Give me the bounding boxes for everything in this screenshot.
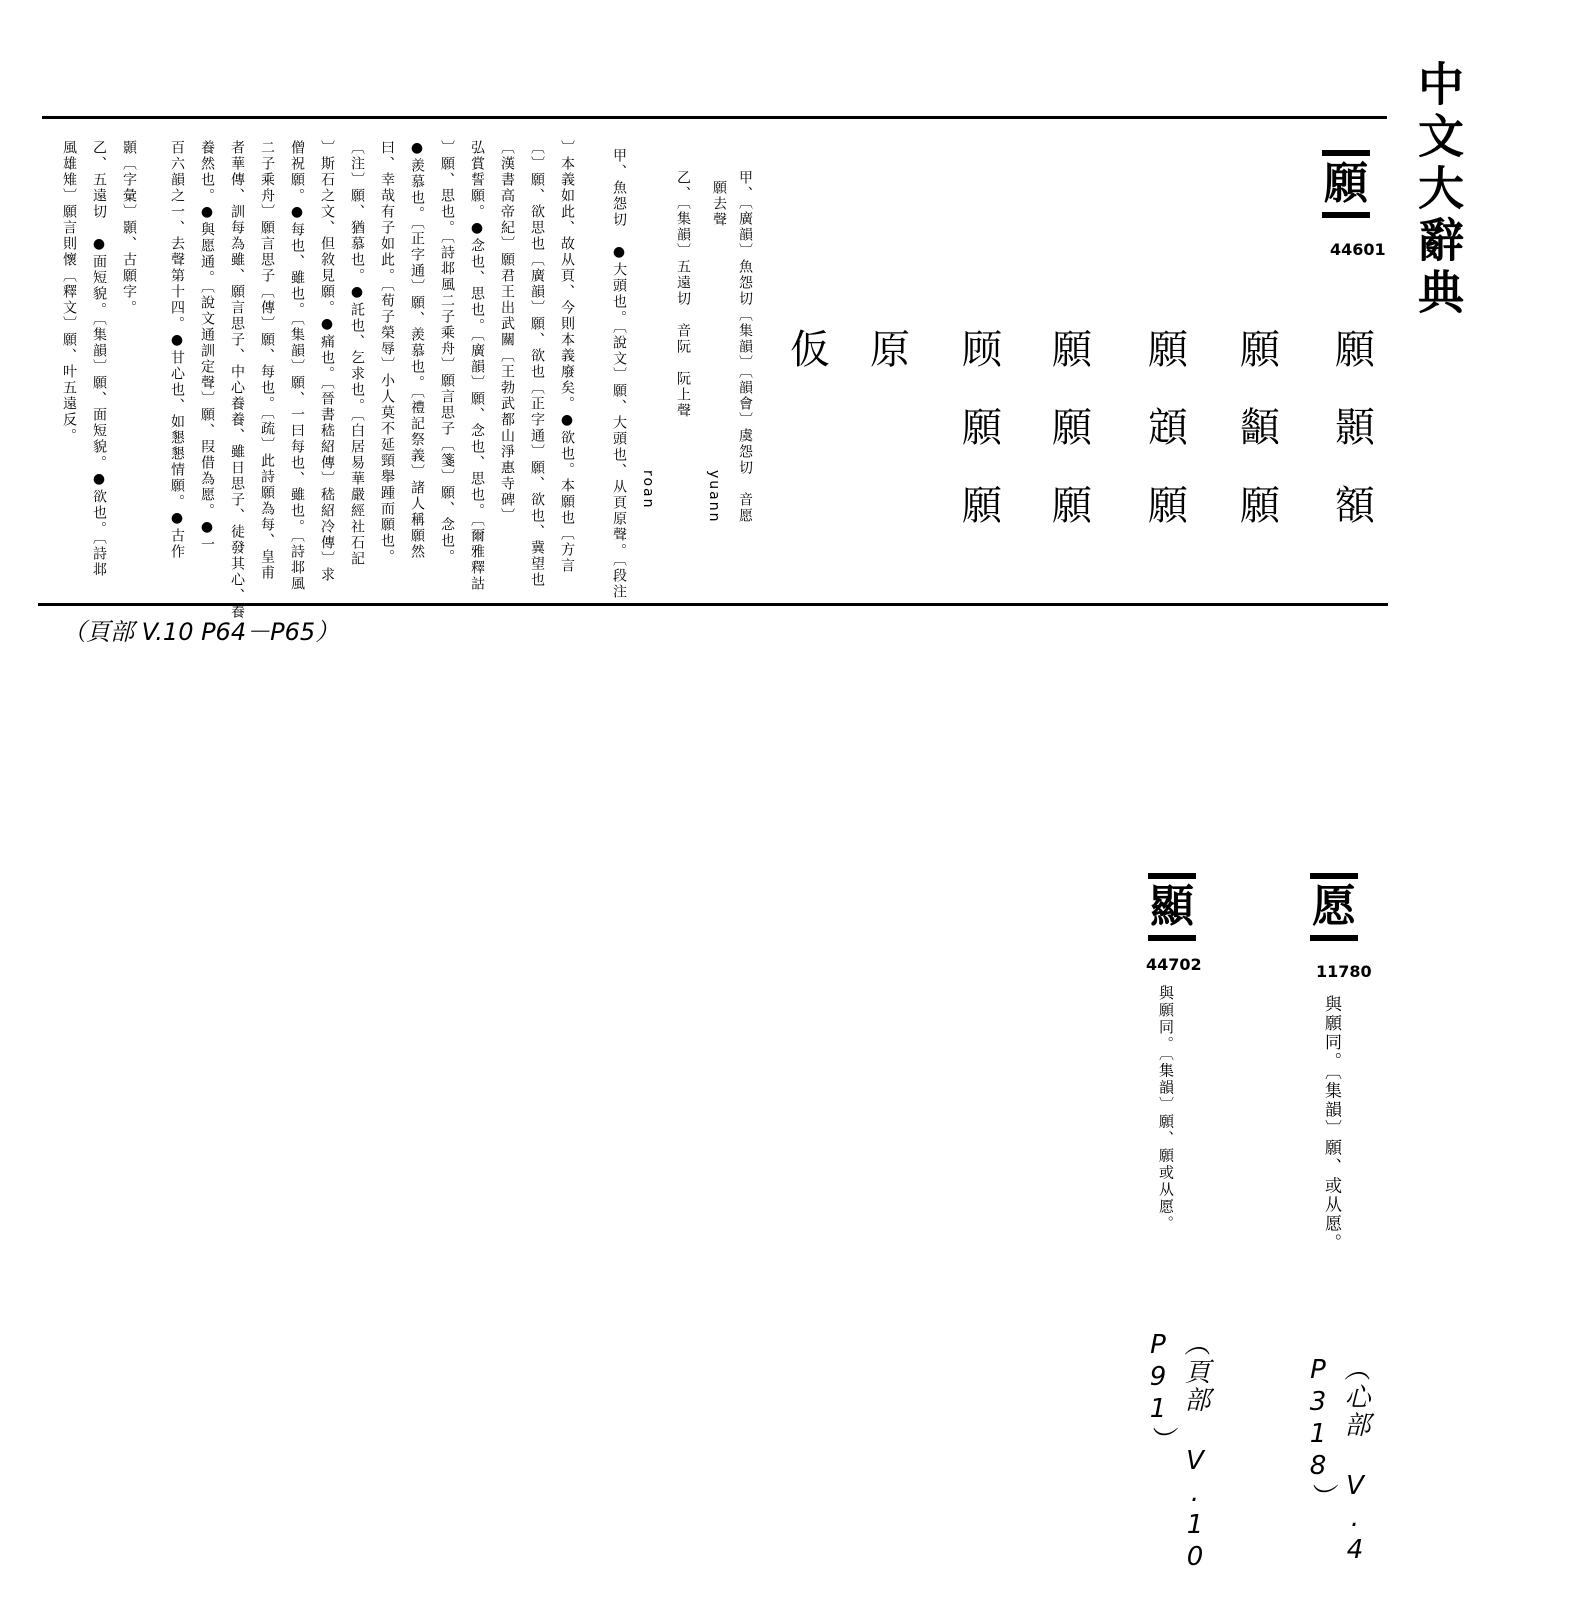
entry-number: 44601 <box>1330 240 1386 259</box>
entry-head-character: 願 <box>1322 150 1370 218</box>
handwritten-volume-note: （心部 V.4 P318） <box>1303 1355 1370 1567</box>
glyph-variant: 願 <box>962 483 1002 529</box>
entry-text-line: 曰、幸哉有子如此。〔荀子榮辱〕小人莫不延頸舉踵而願也。 <box>379 140 395 565</box>
entry-text-line: 〕願、思也。〔詩邶風二子乘舟〕願言思子〔箋〕願、念也。 <box>439 140 455 565</box>
glyph-variant-column <box>1052 327 1092 529</box>
dictionary-title: 中文大辭典 <box>1411 60 1465 320</box>
entry-text-line: 願去聲 <box>711 180 727 228</box>
entry-text-line: 乙、五遠切 ●面短貌。〔集韻〕願、面短貌。●欲也。〔詩邶 <box>91 140 107 578</box>
entry-text-line: 與願同。〔集韻〕願、願或从愿。 <box>1157 985 1175 1233</box>
glyph-variant: 額 <box>1335 483 1375 529</box>
entry-text-line: 百六韻之一、去聲第十四。●甘心也、如懇懇情願。●古作 <box>169 140 185 560</box>
entry-text-line: 乙、〔集韻〕五遠切 音阮 阮上聲 <box>675 170 691 419</box>
entry-text-line: 與願同。〔集韻〕願、或从愿。 <box>1321 995 1341 1253</box>
entry-top-rule <box>42 116 1387 119</box>
entry-text-line: ●羨慕也。〔正字通〕願、羨慕也。〔禮記祭義〕諸人稱願然 <box>409 140 425 560</box>
entry-text-line: 甲、魚怨切 ●大頭也。〔說文〕願、大頭也、从頁原聲。〔段注 <box>611 148 627 600</box>
entry-text-line: 者華傳、訓每為雖、願言思子、中心養養、雖日思子、徒發其心、養 <box>229 140 245 620</box>
entry-number: 11780 <box>1316 962 1372 981</box>
entry-text-line: 〔〕願、欲思也〔廣韻〕願、欲也〔正字通〕願、欲也、冀望也 <box>529 140 545 588</box>
glyph-variant-column <box>962 327 1002 529</box>
glyph-variant-column <box>1240 327 1280 529</box>
glyph-variant: 顲 <box>1240 405 1280 451</box>
glyph-variant: 願 <box>1240 327 1280 373</box>
entry-text-line: 〕斯石之文、但敘見願。●痛也。〔晉書嵇紹傳〕嵇紹冷傳〕求 <box>319 140 335 583</box>
entry-text-line: 顥〔字彙〕顥、古願字。 <box>121 140 137 316</box>
glyph-variant: 願 <box>962 405 1002 451</box>
entry-head-character: 愿 <box>1310 873 1358 941</box>
entry-text-line: 甲、〔廣韻〕魚怨切〔集韻〕〔韻會〕虞怨切 音愿 <box>737 170 753 524</box>
glyph-variant: 願 <box>1148 483 1188 529</box>
glyph-variant-column <box>870 327 910 373</box>
entry-text-line: 二子乘舟〕願言思子〔傳〕願、每也。〔疏〕此詩願為每、皇甫 <box>259 140 275 581</box>
entry-text-line: 弘賞誓願。●念也、思也。〔廣韻〕願、念也、思也。〔爾雅釋詁 <box>469 140 485 592</box>
glyph-variant: 願 <box>1240 483 1280 529</box>
glyph-variant-column <box>1148 327 1188 529</box>
entry-text-line: 僧祝願。●每也、雖也。〔集韻〕願、一曰每也、雖也。〔詩邶風 <box>289 140 305 592</box>
glyph-variant: 原 <box>870 327 910 373</box>
entry-text-line: 養然也。●與愿通。〔說文通訓定聲〕願、叚借為愿。●一 <box>199 140 215 553</box>
glyph-variant: 顁 <box>1148 405 1188 451</box>
pinyin-a: yuann <box>706 470 722 524</box>
glyph-variant-column <box>790 327 830 373</box>
entry-text-line: 風雄雉〕願言則懷〔釋文〕願、叶五遠反。 <box>61 140 77 444</box>
entry-text-line: 〔注〕願、猶慕也。●託也、乞求也。〔白居易華嚴經社石記 <box>349 140 365 567</box>
pinyin-b: roan <box>640 470 656 510</box>
glyph-variant: 願 <box>1052 327 1092 373</box>
handwritten-volume-note: （頁部 V.10 P91） <box>1143 1330 1210 1574</box>
entry-number: 44702 <box>1146 955 1202 974</box>
glyph-variant: 願 <box>1052 483 1092 529</box>
glyph-variant: 顥 <box>1335 405 1375 451</box>
glyph-variant: 顾 <box>962 327 1002 373</box>
entry-text-line: 〕本義如此、故从頁、今則本義廢矣。●欲也。本願也〔方言 <box>559 140 575 574</box>
glyph-variant: 願 <box>1052 405 1092 451</box>
entry-text-line: 〔漢書高帝紀〕願君王出武關〔王勃武都山淨惠寺碑〕 <box>499 140 515 524</box>
glyph-variant: 仮 <box>790 327 830 373</box>
glyph-variant: 願 <box>1148 327 1188 373</box>
glyph-variant-column <box>1335 327 1375 529</box>
handwritten-volume-note: （頁部 V.10 P64－P65） <box>62 618 340 646</box>
glyph-variant: 願 <box>1335 327 1375 373</box>
entry-head-character: 顯 <box>1148 873 1196 941</box>
